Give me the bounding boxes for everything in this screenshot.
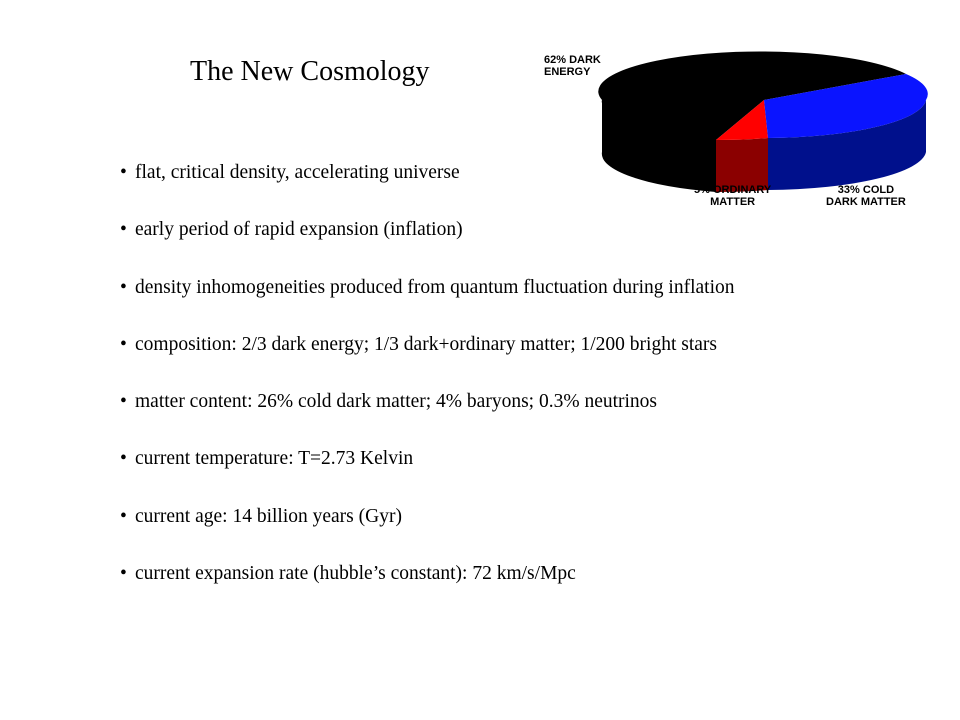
bullet-item [120, 332, 735, 389]
bullet-dot: • [120, 563, 127, 585]
bullet-dot: • [120, 276, 127, 298]
bullet-text: density inhomogeneities produced from quantum fluctuation during inflation [135, 276, 735, 298]
slide-title: The New Cosmology [190, 56, 430, 87]
pie-label-dark-energy: 62% DARK ENERGY [544, 54, 601, 78]
bullet-dot: • [120, 219, 127, 241]
pie-label-ordinary-matter: 5% ORDINARY MATTER [694, 184, 772, 208]
bullet-dot: • [120, 391, 127, 413]
bullet-item [120, 217, 735, 274]
bullet-item [120, 446, 735, 503]
bullet-text: matter content: 26% cold dark matter; 4% baryons; 0.3% neutrinos [135, 391, 658, 413]
bullet-text: composition: 2/3 dark energy; 1/3 dark+ordinary matter; 1/200 bright stars [135, 333, 717, 355]
pie-label-cold-dark-matter: 33% COLD DARK MATTER [826, 184, 906, 208]
bullet-text: current expansion rate (hubble’s constant): 72 km/s/Mpc [135, 563, 576, 585]
bullet-item [120, 160, 735, 217]
bullet-dot: • [120, 505, 127, 527]
bullet-dot: • [120, 333, 127, 355]
bullet-item [120, 561, 735, 618]
bullet-text: current age: 14 billion years (Gyr) [135, 505, 402, 527]
bullet-dot: • [120, 448, 127, 470]
bullet-item [120, 389, 735, 446]
bullet-text: flat, critical density, accelerating universe [135, 162, 460, 183]
bullet-text: current temperature: T=2.73 Kelvin [135, 448, 414, 470]
bullet-item [120, 504, 735, 561]
bullet-text: early period of rapid expansion (inflation) [135, 219, 463, 241]
bullet-dot: • [120, 162, 127, 183]
bullet-list [120, 160, 735, 618]
bullet-item [120, 275, 735, 332]
